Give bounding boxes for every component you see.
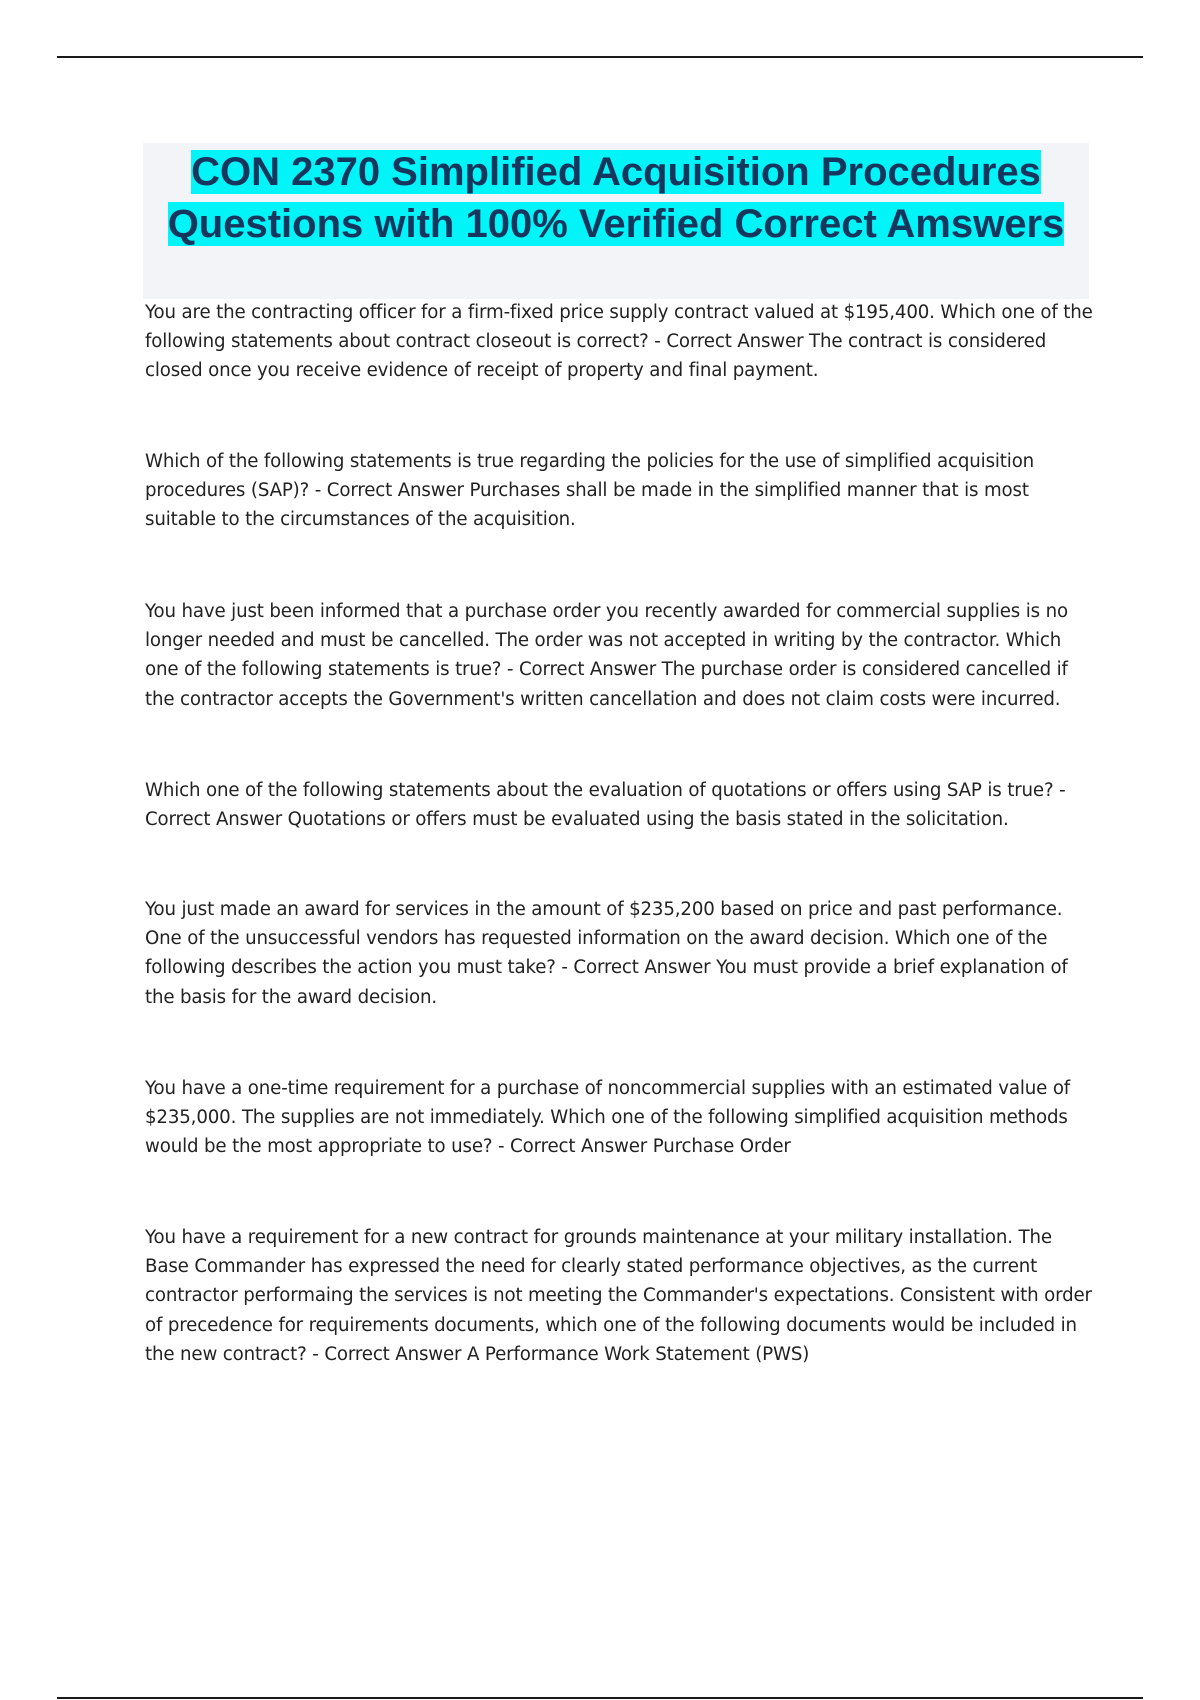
qa-item-4: Which one of the following statements about the evaluation of quotations or offers using SAP is true? - Correct Answer Quotations or offers must be evaluated using the basis stated in the solicitation. <box>145 780 1066 831</box>
qa-item-1: You are the contracting officer for a firm-fixed price supply contract valued at $195,400. Which one of the following statements about contract closeout is correct? - Correct Answer The contract is considered closed once you receive evidence of receipt of property and final payment. <box>145 302 1093 382</box>
bottom-rule <box>57 1697 1143 1699</box>
qa-item-6: You have a one-time requirement for a purchase of noncommercial supplies with an estimated value of $235,000. The supplies are not immediately. Which one of the following simplified acquisition methods would be the most appropriate to use? - Correct Answer Purchase Order <box>145 1078 1071 1158</box>
document-title-text: CON 2370 Simplified Acquisition Procedures Questions with 100% Verified Correct Amswers <box>167 150 1065 246</box>
qa-item-3: You have just been informed that a purchase order you recently awarded for commercial supplies is no longer needed and must be cancelled. The order was not accepted in writing by the contractor. Which one of the following statements is true? - Correct Answer The purchase order is considered cancelled if the contractor accepts the Government's written cancellation and does not claim costs were incurred. <box>145 601 1068 710</box>
qa-item-5: You just made an award for services in the amount of $235,200 based on price and past performance. One of the unsuccessful vendors has requested information on the award decision. Which one of the following describes the action you must take? - Correct Answer You must provide a brief explanation of the basis for the award decision. <box>145 899 1068 1008</box>
qa-item-7: You have a requirement for a new contract for grounds maintenance at your military installation. The Base Commander has expressed the need for clearly stated performance objectives, as the current contractor performaing the services is not meeting the Commander's expectations. Consistent with order of precedence for requirements documents, which one of the following documents would be included in the new contract? - Correct Answer A Performance Work Statement (PWS) <box>145 1227 1092 1365</box>
qa-item-2: Which of the following statements is true regarding the policies for the use of simplified acquisition procedures (SAP)? - Correct Answer Purchases shall be made in the simplified manner that is most suitable to the circumstances of the acquisition. <box>145 451 1035 531</box>
top-rule <box>57 56 1143 58</box>
document-title <box>143 146 1089 250</box>
